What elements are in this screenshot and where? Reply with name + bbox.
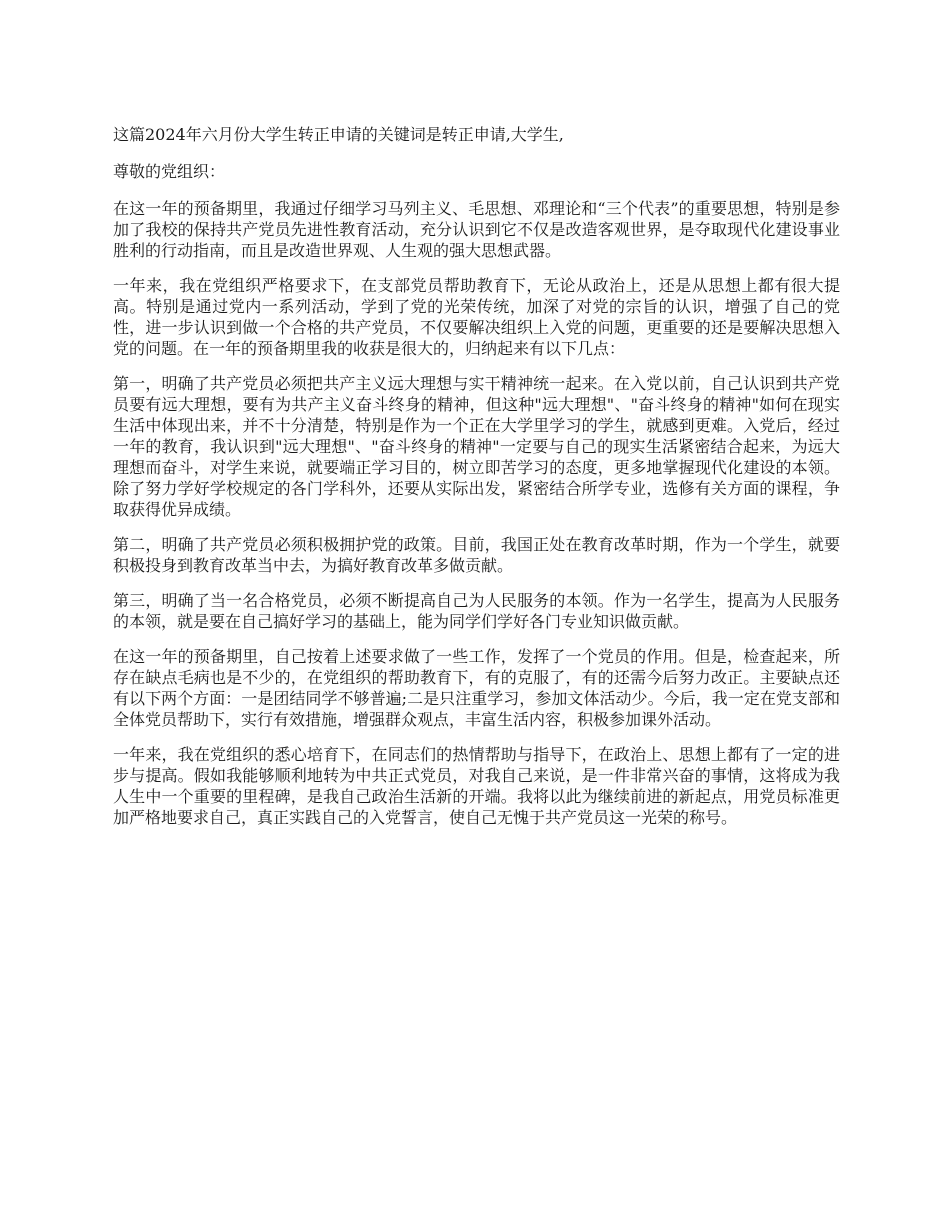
paragraph-point-two: 第二，明确了共产党员必须积极拥护党的政策。目前，我国正处在教育改革时期，作为一个学生，就要积极投身到教育改革当中去，为搞好教育改革多做贡献。 xyxy=(113,535,840,575)
paragraph-shortcomings: 在这一年的预备期里，自己按着上述要求做了一些工作，发挥了一个党员的作用。但是，检查起来，所存在缺点毛病也是不少的，在党组织的帮助教育下，有的克服了，有的还需今后努力改正。主要缺点还有以下两个方面：一是团结同学不够普遍;二是只注重学习，参加文体活动少。今后，我一定在党支部和全体党员帮助下，实行有效措施，增强群众观点，丰富生活内容，积极参加课外活动。 xyxy=(113,647,840,729)
paragraph-study-reflection: 在这一年的预备期里，我通过仔细学习马列主义、毛思想、邓理论和“三个代表”的重要思想，特别是参加了我校的保持共产党员先进性教育活动，充分认识到它不仅是改造客观世界，是夺取现代化建设事业胜利的行动指南，而且是改造世界观、人生观的强大思想武器。 xyxy=(113,199,840,260)
paragraph-point-one: 第一，明确了共产党员必须把共产主义远大理想与实干精神统一起来。在入党以前，自己认识到共产党员要有远大理想，要有为共产主义奋斗终身的精神，但这种"远大理想"、"奋斗终身的精神"如何在现实生活中体现出来，并不十分清楚，特别是作为一个正在大学里学习的学生，就感到更难。入党后，经过一年的教育，我认识到"远大理想"、"奋斗终身的精神"一定要与自己的现实生活紧密结合起来，为远大理想而奋斗，对学生来说，就要端正学习目的，树立即苦学习的态度，更多地掌握现代化建设的本领。除了努力学好学校规定的各门学科外，还要从实际出发，紧密结合所学专业，选修有关方面的课程，争取获得优异成绩。 xyxy=(113,374,840,519)
paragraph-point-three: 第三，明确了当一名合格党员，必须不断提高自己为人民服务的本领。作为一名学生，提高为人民服务的本领，就是要在自己搞好学习的基础上，能为同学们学好各门专业知识做贡献。 xyxy=(113,591,840,631)
salutation: 尊敬的党组织： xyxy=(113,162,226,181)
paragraph-conclusion: 一年来，我在党组织的悉心培育下，在同志们的热情帮助与指导下，在政治上、思想上都有了一定的进步与提高。假如我能够顺利地转为中共正式党员，对我自己来说，是一件非常兴奋的事情，这将成为我人生中一个重要的里程碑，是我自己政治生活新的开端。我将以此为继续前进的新起点，用党员标准更加严格地要求自己，真正实践自己的入党誓言，使自己无愧于共产党员这一光荣的称号。 xyxy=(113,745,840,827)
intro-line: 这篇2024年六月份大学生转正申请的关键词是转正申请,大学生, xyxy=(113,125,564,144)
document-body xyxy=(113,124,840,842)
paragraph-year-progress: 一年来，我在党组织严格要求下，在支部党员帮助教育下，无论从政治上，还是从思想上都有很大提高。特别是通过党内一系列活动，学到了党的光荣传统，加深了对党的宗旨的认识，增强了自己的党性，进一步认识到做一个合格的共产党员，不仅要解决组织上入党的问题，更重要的还是要解决思想入党的问题。在一年的预备期里我的收获是很大的，归纳起来有以下几点： xyxy=(113,276,840,358)
